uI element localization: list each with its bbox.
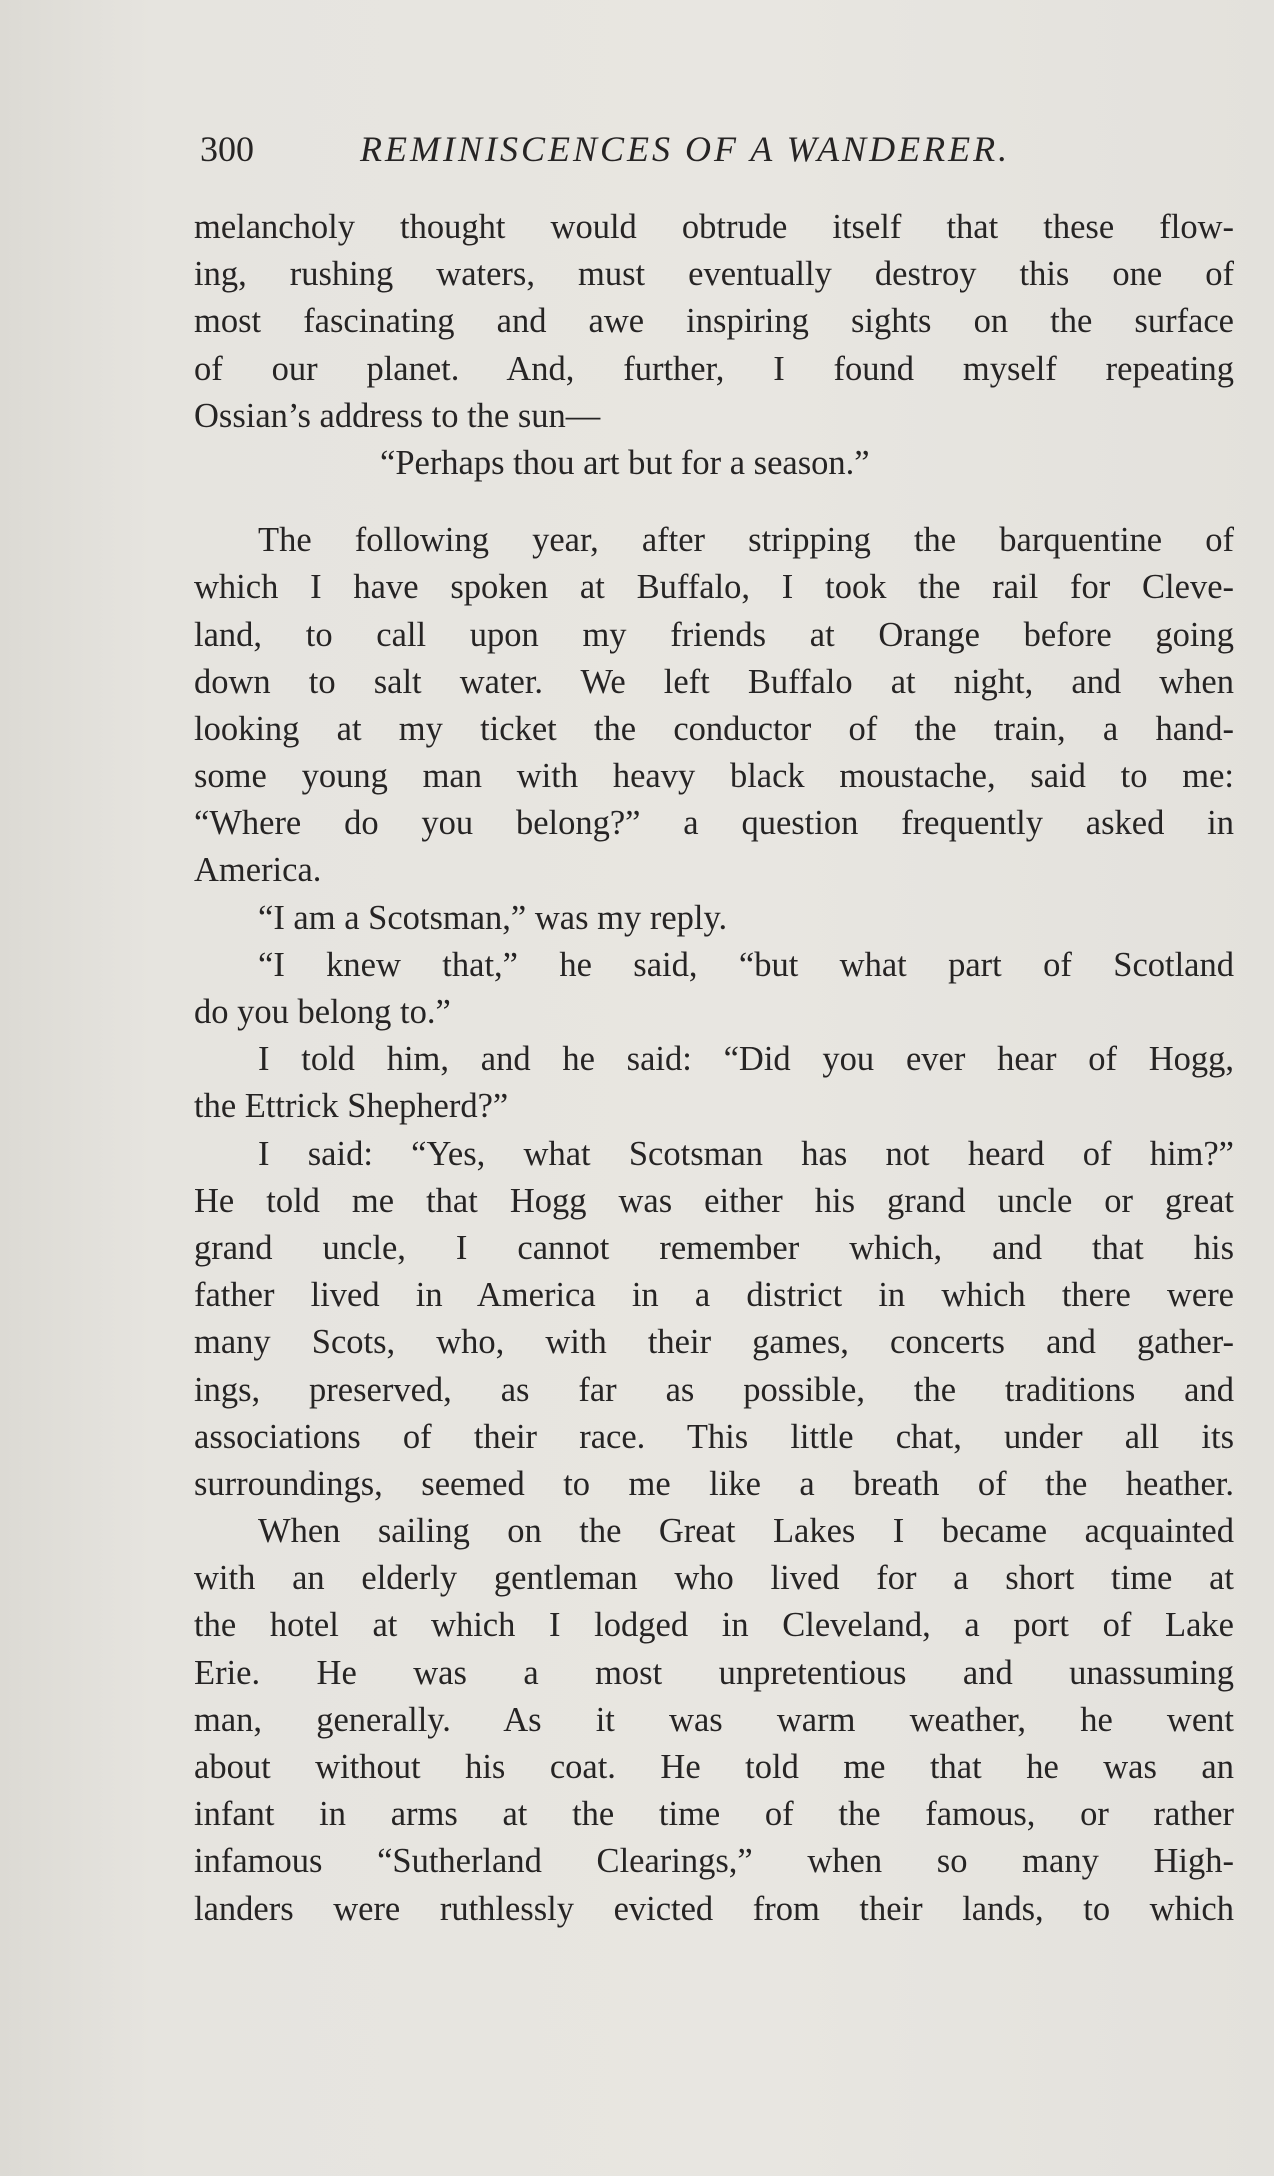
- text-line: associations of their race. This little chat, under all its: [194, 1417, 1234, 1456]
- paragraph-gap: [194, 487, 1234, 517]
- text-line: Erie. He was a most unpretentious and unassuming: [194, 1653, 1234, 1692]
- text-line: many Scots, who, with their games, concerts and gather-: [194, 1323, 1234, 1362]
- page-number: 300: [200, 129, 254, 169]
- verse-quote: “Perhaps thou art but for a season.”: [380, 443, 870, 482]
- text-line: the Ettrick Shepherd?”: [194, 1087, 509, 1126]
- text-line: ings, preserved, as far as possible, the traditions and: [194, 1370, 1234, 1409]
- text-line: He told me that Hogg was either his grand uncle or great: [194, 1181, 1234, 1220]
- text-line: When sailing on the Great Lakes I became acquainted: [258, 1512, 1234, 1551]
- text-line: America.: [194, 851, 322, 890]
- text-line: grand uncle, I cannot remember which, and that his: [194, 1228, 1234, 1267]
- running-title: REMINISCENCES OF A WANDERER.: [360, 129, 1011, 169]
- text-line: looking at my ticket the conductor of the train, a hand-: [194, 709, 1234, 748]
- text-line: father lived in America in a district in which there were: [194, 1276, 1234, 1315]
- text-line: of our planet. And, further, I found myself repeating: [194, 349, 1234, 388]
- text-line: do you belong to.”: [194, 993, 451, 1031]
- text-line: “Where do you belong?” a question frequently asked in: [194, 804, 1234, 843]
- text-line: Ossian’s address to the sun—: [194, 396, 601, 435]
- text-line: down to salt water. We left Buffalo at night, and when: [194, 662, 1234, 701]
- text-line: ing, rushing waters, must eventually destroy this one of: [194, 255, 1234, 294]
- text-line: infamous “Sutherland Clearings,” when so many High-: [194, 1842, 1234, 1881]
- text-line: I said: “Yes, what Scotsman has not heard of him?”: [258, 1134, 1234, 1173]
- text-line: most fascinating and awe inspiring sights on the surface: [194, 302, 1234, 341]
- text-line: some young man with heavy black moustache, said to me:: [194, 757, 1234, 796]
- text-line: about without his coat. He told me that he was an: [194, 1748, 1234, 1786]
- text-line: melancholy thought would obtrude itself that these flow-: [194, 208, 1234, 246]
- body-text: [194, 204, 1234, 1933]
- text-line: infant in arms at the time of the famous, or rather: [194, 1795, 1234, 1834]
- text-line: with an elderly gentleman who lived for a short time at: [194, 1559, 1234, 1598]
- text-line: “I knew that,” he said, “but what part of Scotland: [258, 945, 1234, 984]
- text-line: which I have spoken at Buffalo, I took the rail for Cleve-: [194, 568, 1234, 607]
- text-line: land, to call upon my friends at Orange before going: [194, 615, 1234, 654]
- text-line: I told him, and he said: “Did you ever hear of Hogg,: [258, 1040, 1234, 1079]
- text-line: The following year, after stripping the barquentine of: [258, 521, 1234, 560]
- text-line: landers were ruthlessly evicted from their lands, to which: [194, 1889, 1234, 1928]
- text-line: man, generally. As it was warm weather, he went: [194, 1700, 1234, 1739]
- text-line: the hotel at which I lodged in Cleveland, a port of Lake: [194, 1606, 1234, 1645]
- page-header: [200, 128, 1120, 178]
- text-line: “I am a Scotsman,” was my reply.: [258, 898, 728, 937]
- text-line: surroundings, seemed to me like a breath of the heather.: [194, 1464, 1234, 1503]
